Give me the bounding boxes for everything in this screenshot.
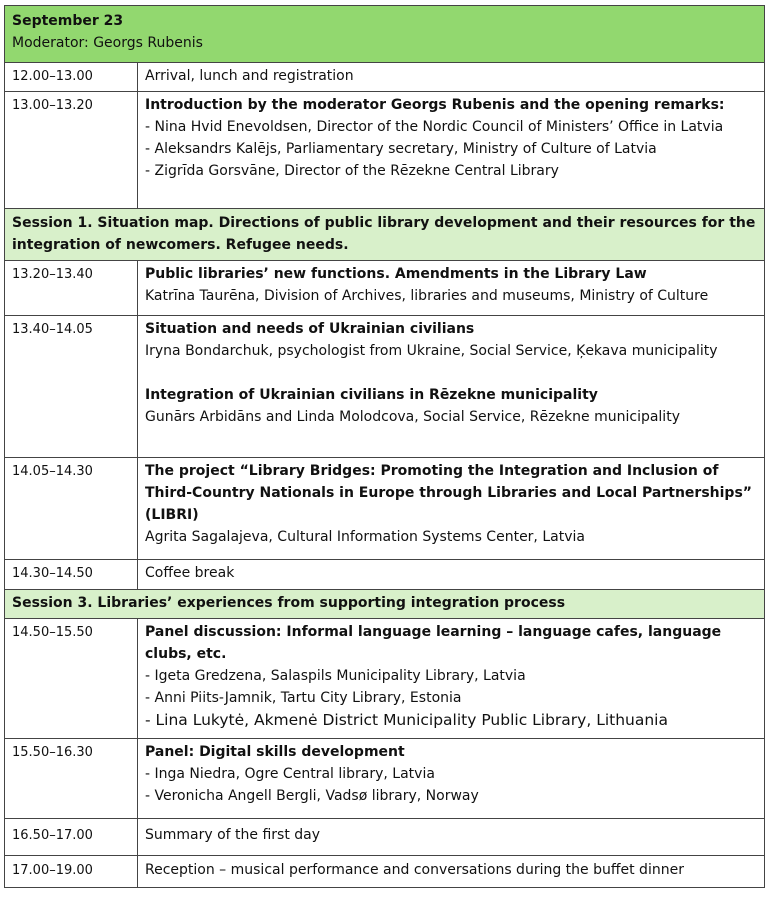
moderator-line: Moderator: Georgs Rubenis bbox=[12, 35, 203, 51]
speaker-line: - Zigrīda Gorsvāne, Director of the Rēzekne Central Library bbox=[145, 163, 559, 179]
item-cell bbox=[138, 92, 765, 209]
speaker-line: Agrita Sagalajeva, Cultural Information Systems Center, Latvia bbox=[145, 529, 585, 545]
session-heading: Session 1. Situation map. Directions of public library development and their resources for the integration of newcomers. Refugee needs. bbox=[12, 215, 756, 253]
speaker-line: - Anni Piits-Jamnik, Tartu City Library, Estonia bbox=[145, 690, 462, 706]
speaker-line: - Inga Niedra, Ogre Central library, Latvia bbox=[145, 766, 435, 782]
session-row bbox=[5, 590, 765, 619]
speaker-line: - Lina Lukytė, Akmenė District Municipality Public Library, Lithuania bbox=[145, 711, 668, 729]
item-cell: Arrival, lunch and registration bbox=[138, 63, 765, 92]
table-row bbox=[5, 560, 765, 590]
header-row bbox=[5, 6, 765, 63]
item-title: Integration of Ukrainian civilians in Rēzekne municipality bbox=[145, 387, 598, 403]
session-row bbox=[5, 209, 765, 261]
table-row bbox=[5, 819, 765, 856]
item-cell bbox=[138, 261, 765, 316]
time-cell: 16.50–17.00 bbox=[5, 819, 138, 856]
table-row bbox=[5, 92, 765, 209]
table-row bbox=[5, 261, 765, 316]
item-cell bbox=[138, 316, 765, 458]
item-title: Introduction by the moderator Georgs Rubenis and the opening remarks: bbox=[145, 97, 725, 113]
time-cell: 14.50–15.50 bbox=[5, 619, 138, 739]
item-cell bbox=[138, 619, 765, 739]
table-row bbox=[5, 856, 765, 888]
time-cell: 15.50–16.30 bbox=[5, 739, 138, 819]
table-row bbox=[5, 316, 765, 458]
time-cell: 13.20–13.40 bbox=[5, 261, 138, 316]
time-cell: 14.05–14.30 bbox=[5, 458, 138, 560]
speaker-line: - Veronicha Angell Bergli, Vadsø library, Norway bbox=[145, 788, 479, 804]
speaker-line: - Aleksandrs Kalējs, Parliamentary secretary, Ministry of Culture of Latvia bbox=[145, 141, 657, 157]
table-row bbox=[5, 458, 765, 560]
date-heading: September 23 bbox=[12, 13, 124, 29]
header-cell bbox=[5, 6, 765, 63]
table-row bbox=[5, 63, 765, 92]
item-cell: Summary of the first day bbox=[138, 819, 765, 856]
session-heading: Session 3. Libraries’ experiences from supporting integration process bbox=[12, 595, 566, 611]
time-cell: 14.30–14.50 bbox=[5, 560, 138, 590]
table-row bbox=[5, 739, 765, 819]
item-cell bbox=[138, 458, 765, 560]
item-title: Public libraries’ new functions. Amendments in the Library Law bbox=[145, 266, 647, 282]
item-cell: Coffee break bbox=[138, 560, 765, 590]
speaker-line: Gunārs Arbidāns and Linda Molodcova, Social Service, Rēzekne municipality bbox=[145, 409, 680, 425]
time-cell: 12.00–13.00 bbox=[5, 63, 138, 92]
time-cell: 13.00–13.20 bbox=[5, 92, 138, 209]
item-title: Panel: Digital skills development bbox=[145, 744, 405, 760]
time-cell: 17.00–19.00 bbox=[5, 856, 138, 888]
item-cell: Reception – musical performance and conversations during the buffet dinner bbox=[138, 856, 765, 888]
session-cell bbox=[5, 590, 765, 619]
table-row bbox=[5, 619, 765, 739]
speaker-line: - Nina Hvid Enevoldsen, Director of the Nordic Council of Ministers’ Office in Latvia bbox=[145, 119, 724, 135]
agenda-table bbox=[4, 5, 765, 888]
session-cell bbox=[5, 209, 765, 261]
item-title: Panel discussion: Informal language learning – language cafes, language clubs, etc. bbox=[145, 624, 722, 662]
item-title: Situation and needs of Ukrainian civilians bbox=[145, 321, 475, 337]
speaker-line: Iryna Bondarchuk, psychologist from Ukraine, Social Service, Ķekava municipality bbox=[145, 343, 718, 359]
item-cell bbox=[138, 739, 765, 819]
speaker-line: Katrīna Taurēna, Division of Archives, libraries and museums, Ministry of Culture bbox=[145, 288, 709, 304]
time-cell: 13.40–14.05 bbox=[5, 316, 138, 458]
speaker-line: - Igeta Gredzena, Salaspils Municipality Library, Latvia bbox=[145, 668, 526, 684]
item-title: The project “Library Bridges: Promoting the Integration and Inclusion of Third-Country Nationals in Europe through Libraries and Local Partnerships” (LIBRI) bbox=[145, 463, 752, 523]
